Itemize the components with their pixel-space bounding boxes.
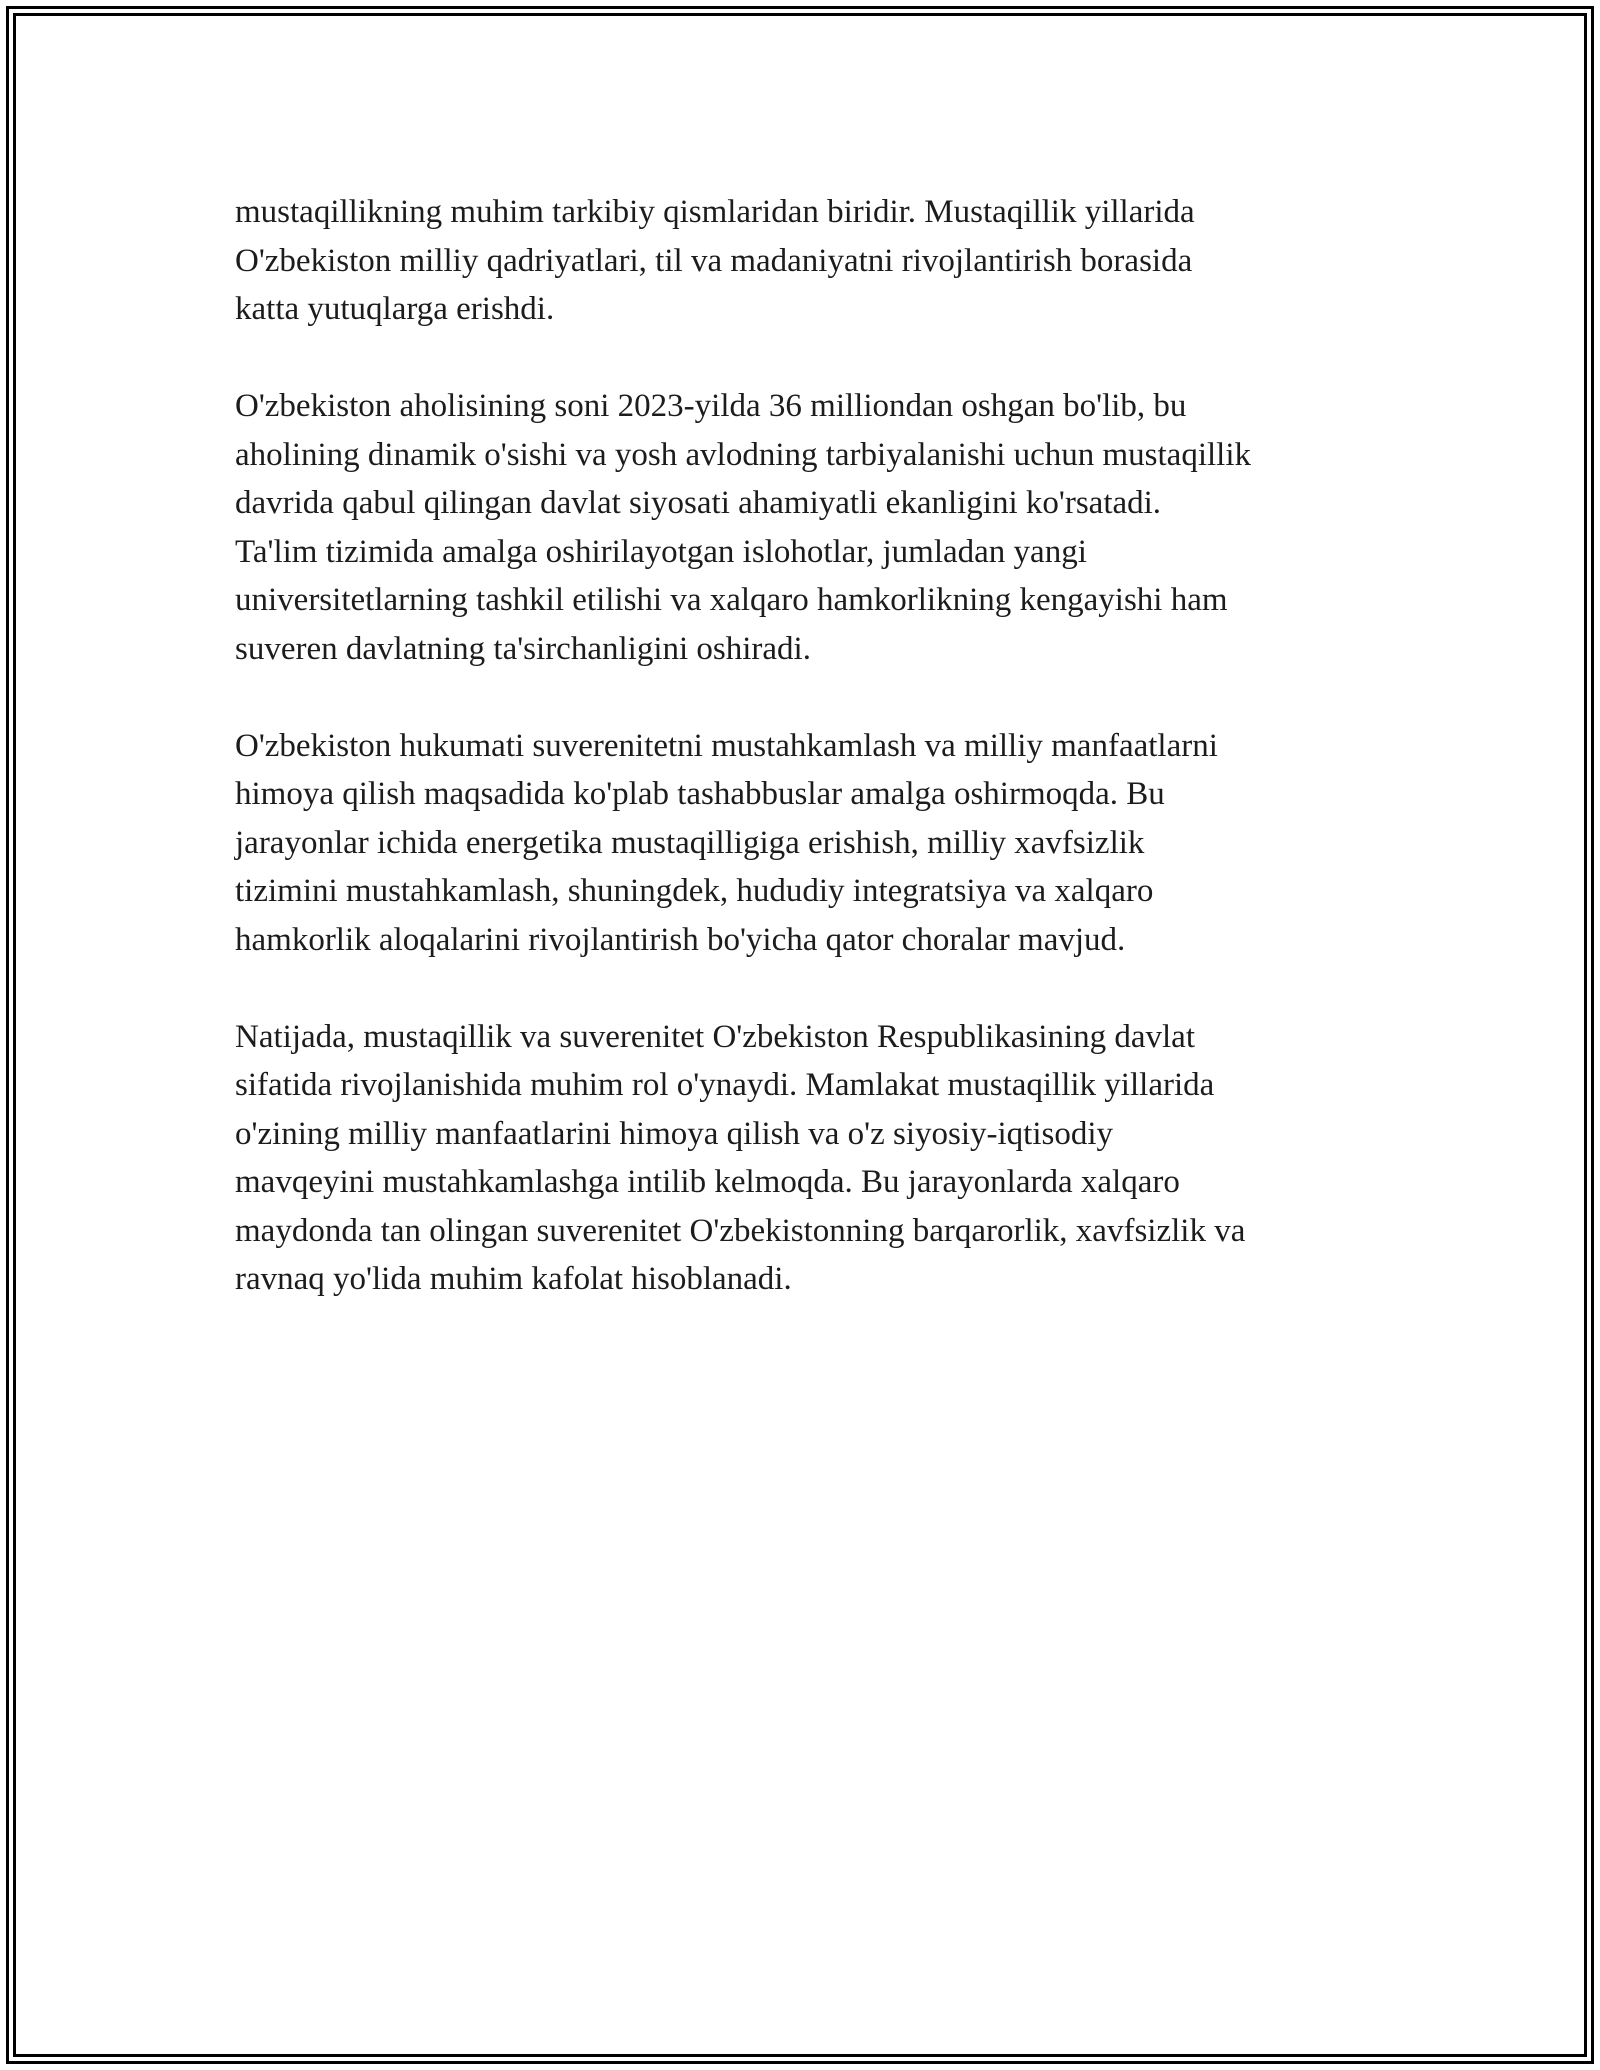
text-line: maydonda tan olingan suverenitet O'zbekistonning barqarorlik, xavfsizlik va: [235, 1212, 1246, 1249]
text-line: aholining dinamik o'sishi va yosh avlodning tarbiyalanishi uchun mustaqillik: [235, 436, 1252, 473]
text-line: suveren davlatning ta'sirchanligini oshiradi.: [235, 630, 811, 667]
text-line: o'zining milliy manfaatlarini himoya qilish va o'z siyosiy-iqtisodiy: [235, 1115, 1114, 1152]
text-line: O'zbekiston aholisining soni 2023-yilda 36 milliondan oshgan bo'lib, bu: [235, 388, 1187, 424]
document-body: [235, 188, 1395, 1352]
text-line: ravnaq yo'lida muhim kafolat hisoblanadi.: [235, 1261, 792, 1297]
text-line: mavqeyini mustahkamlashga intilib kelmoqda. Bu jarayonlarda xalqaro: [235, 1164, 1180, 1200]
text-line: sifatida rivojlanishida muhim rol o'ynaydi. Mamlakat mustaqillik yillarida: [235, 1067, 1215, 1103]
text-line: O'zbekiston hukumati suverenitetni mustahkamlash va milliy manfaatlarni: [235, 727, 1218, 764]
text-line: davrida qabul qilingan davlat siyosati ahamiyatli ekanligini ko'rsatadi.: [235, 485, 1162, 521]
text-line: Natijada, mustaqillik va suverenitet O'zbekiston Respublikasining davlat: [235, 1018, 1195, 1055]
text-line: katta yutuqlarga erishdi.: [235, 291, 555, 327]
text-line: himoya qilish maqsadida ko'plab tashabbuslar amalga oshirmoqda. Bu: [235, 776, 1165, 812]
text-line: mustaqillikning muhim tarkibiy qismlaridan biridir. Mustaqillik yillarida: [235, 194, 1195, 230]
paragraph-4: [235, 1013, 1395, 1304]
paragraph-3: [235, 722, 1395, 965]
text-line: tizimini mustahkamlash, shuningdek, hududiy integratsiya va xalqaro: [235, 873, 1154, 909]
text-line: O'zbekiston milliy qadriyatlari, til va madaniyatni rivojlantirish borasida: [235, 242, 1193, 279]
paragraph-2: [235, 382, 1395, 673]
text-line: Ta'lim tizimida amalga oshirilayotgan islohotlar, jumladan yangi: [235, 533, 1087, 570]
text-line: jarayonlar ichida energetika mustaqilligiga erishish, milliy xavfsizlik: [235, 824, 1145, 861]
text-line: universitetlarning tashkil etilishi va xalqaro hamkorlikning kengayishi ham: [235, 582, 1228, 618]
text-line: hamkorlik aloqalarini rivojlantirish bo'yicha qator choralar mavjud.: [235, 921, 1126, 958]
paragraph-1: [235, 188, 1395, 334]
